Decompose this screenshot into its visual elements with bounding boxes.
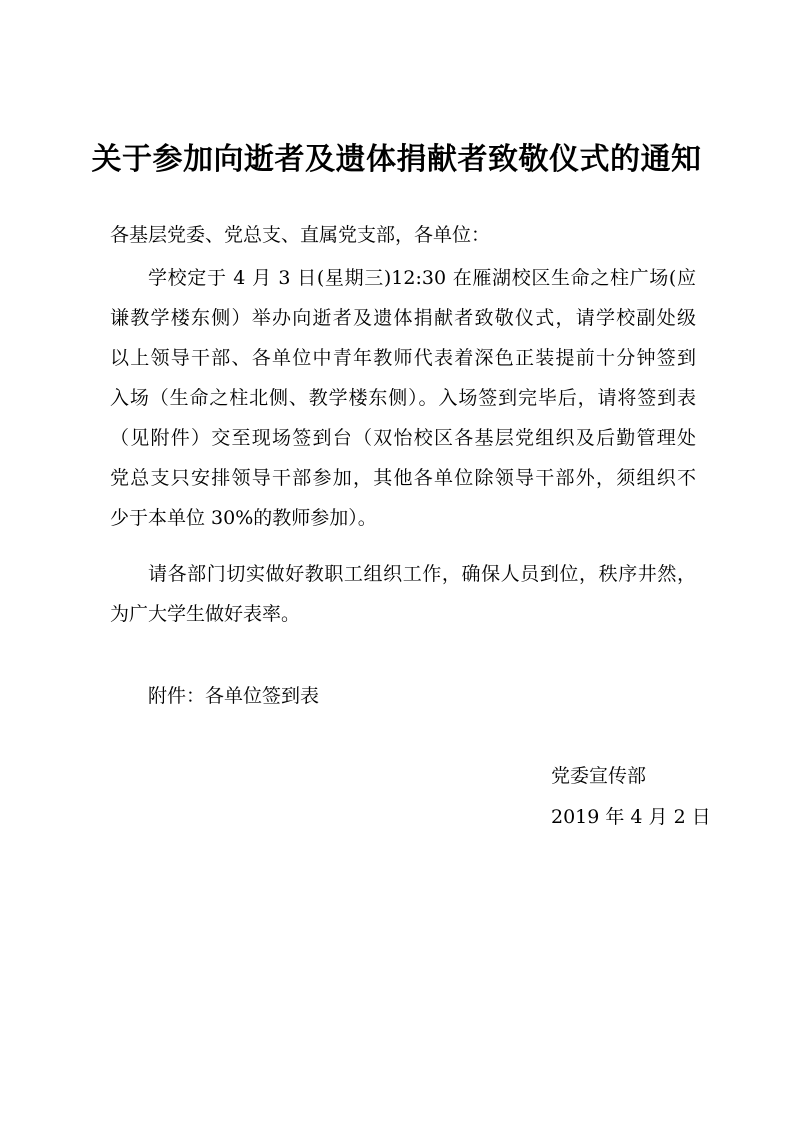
salutation: 各基层党委、党总支、直属党支部，各单位： <box>110 224 491 246</box>
paragraph-line: （见附件）交至现场签到台（双怡校区各基层党组织及后勤管理处 <box>110 427 696 449</box>
document-title: 关于参加向逝者及遗体捐献者致敬仪式的通知 <box>91 142 702 177</box>
paragraph-line: 谦教学楼东侧）举办向逝者及遗体捐献者致敬仪式，请学校副处级 <box>110 307 696 329</box>
paragraph-line: 少于本单位 30%的教师参加）。 <box>110 507 377 529</box>
paragraph-line: 请各部门切实做好教职工组织工作，确保人员到位，秩序井然， <box>148 563 696 585</box>
paragraph-line: 以上领导干部、各单位中青年教师代表着深色正装提前十分钟签到 <box>110 347 696 369</box>
paragraph-line: 党总支只安排领导干部参加，其他各单位除领导干部外，须组织不 <box>110 467 696 489</box>
issuing-department: 党委宣传部 <box>551 765 647 787</box>
attachment-note: 附件：各单位签到表 <box>148 685 320 707</box>
paragraph-line: 学校定于 4 月 3 日(星期三)12:30 在雁湖校区生命之柱广场(应 <box>148 267 696 289</box>
body-paragraph-2 <box>110 554 696 634</box>
issue-date: 2019 年 4 月 2 日 <box>551 806 711 828</box>
paragraph-line: 入场（生命之柱北侧、教学楼东侧）。入场签到完毕后，请将签到表 <box>110 387 696 409</box>
paragraph-line: 为广大学生做好表率。 <box>110 603 301 625</box>
body-paragraph-1 <box>110 258 696 538</box>
